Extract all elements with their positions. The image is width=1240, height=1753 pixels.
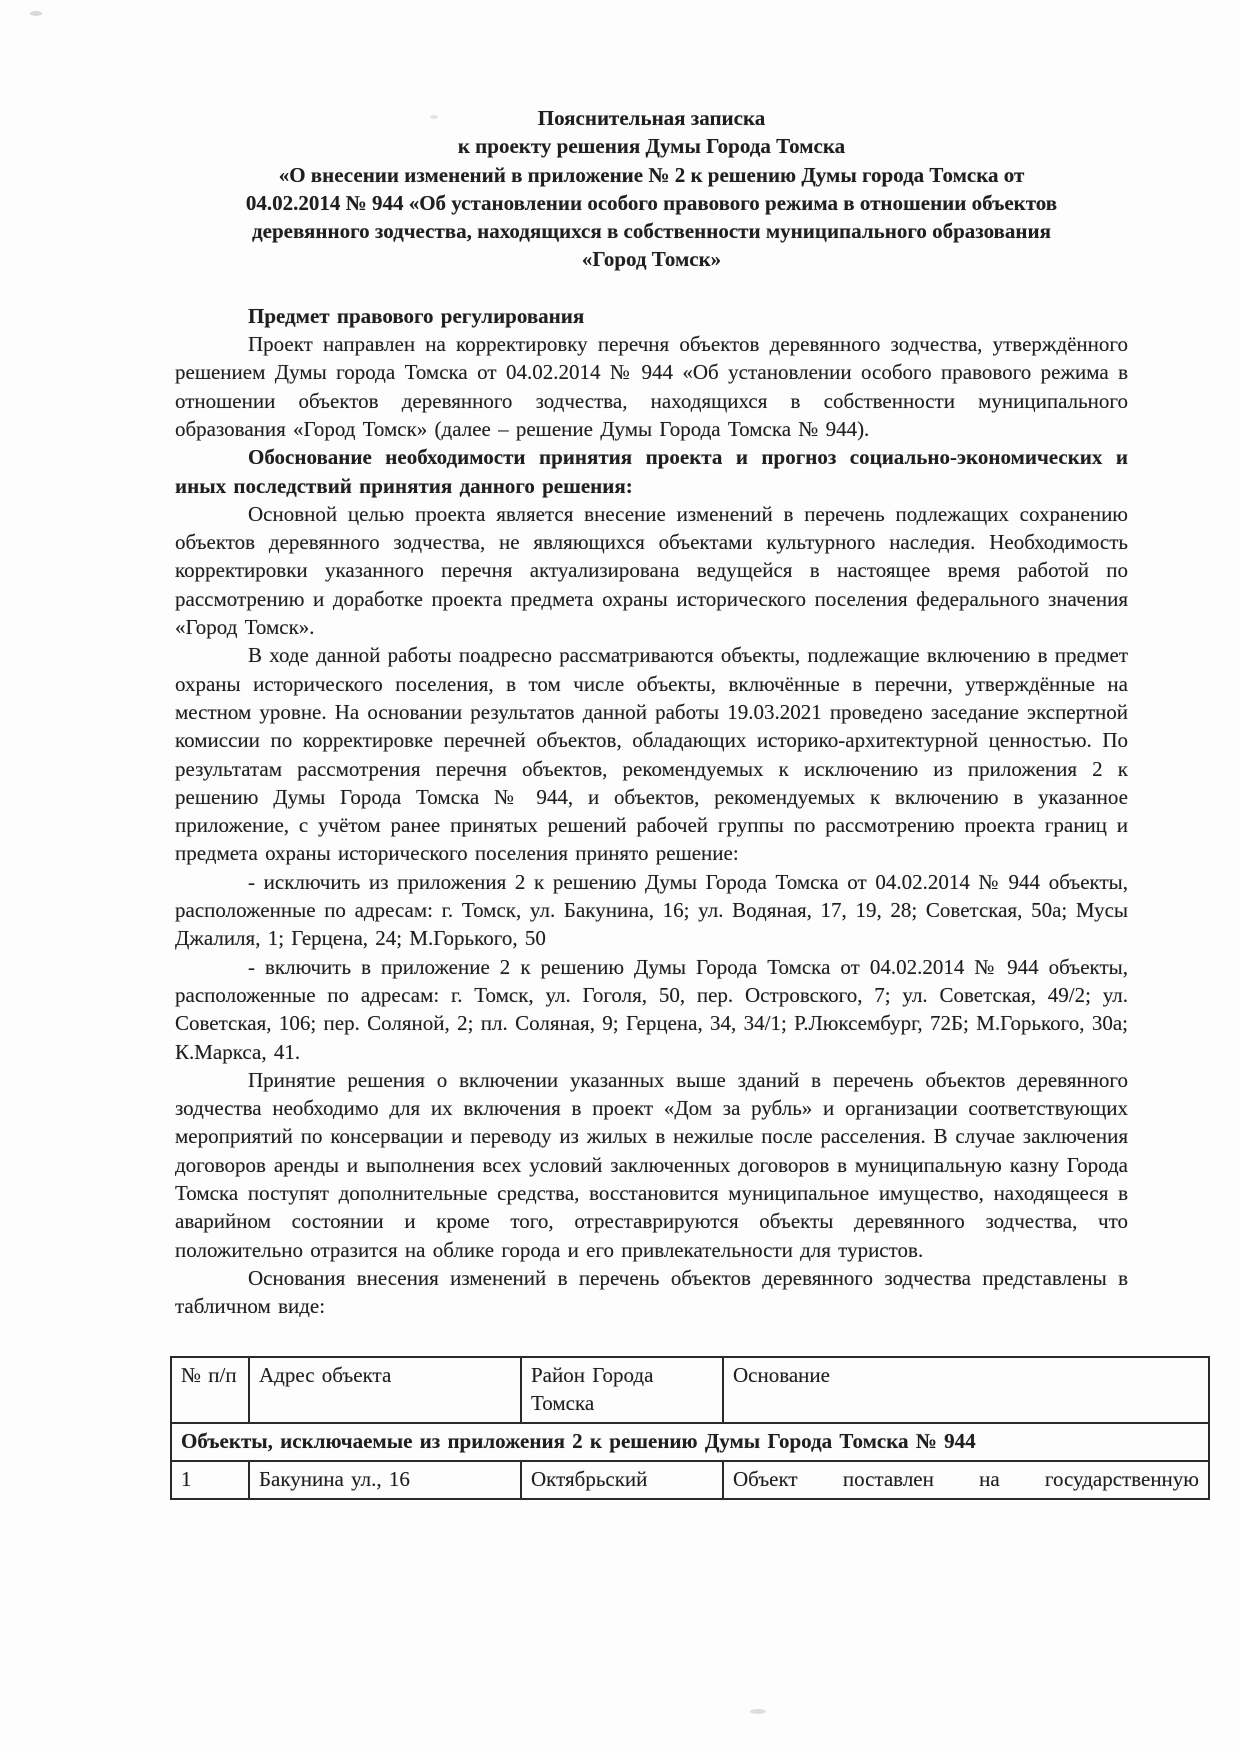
cell-number: 1 xyxy=(171,1461,249,1499)
list-item-exclude: - исключить из приложения 2 к решению Думы Города Томска от 04.02.2014 № 944 объекты, расположенные по адресам: г. Томск, ул. Бакунина, 16; ул. Водяная, 17, 19, 28; Советская, 50а; Мусы Джалиля, 1; Герцена, 24; М.Горького, 50 xyxy=(175,869,1128,951)
title-line: «О внесении изменений в приложение № 2 к решению Думы города Томска от xyxy=(278,162,1025,187)
section-heading-justification: Обоснование необходимости принятия проекта и прогноз социально-экономических и иных последствий принятия данного решения: xyxy=(175,445,1128,498)
scan-artifact xyxy=(750,1709,766,1714)
table-row xyxy=(171,1461,1209,1499)
title-line: 04.02.2014 № 944 «Об установлении особого правового режима в отношении объектов xyxy=(245,190,1058,215)
scan-artifact xyxy=(30,11,42,16)
table-section-row xyxy=(171,1423,1209,1461)
title-line: к проекту решения Думы Города Томска xyxy=(457,134,846,159)
table-header-basis: Основание xyxy=(723,1357,1209,1423)
title-line: Пояснительная записка xyxy=(537,106,766,130)
paragraph: В ходе данной работы поадресно рассматриваются объекты, подлежащие включению в предмет охраны исторического поселения, в том числе объекты, включённые в перечни, утверждённые на местном уровне. На основании результатов данной работы 19.03.2021 проведено заседание экспертной комиссии по корректировке перечней объектов, обладающих историко-архитектурной ценностью. По результатам рассмотрения перечня объектов, рекомендуемых к исключению из приложения 2 к решению Думы Города Томска № 944, и объектов, рекомендуемых к включению в указанное приложение, с учётом ранее принятых решений рабочей группы по рассмотрению проекта границ и предмета охраны исторического поселения принято решение: xyxy=(175,643,1129,866)
table-header-number: № п/п xyxy=(171,1357,249,1423)
title-line: «Город Томск» xyxy=(581,247,722,272)
cell-basis: Объект поставлен на государственную xyxy=(723,1461,1209,1499)
title-line: деревянного зодчества, находящихся в собственности муниципального образования xyxy=(252,219,1051,244)
cell-address: Бакунина ул., 16 xyxy=(249,1461,521,1499)
paragraph: Принятие решения о включении указанных выше зданий в перечень объектов деревянного зодчества необходимо для их включения в проект «Дом за рубль» и организации соответствующих мероприятий по консервации и переводу из жилых в нежилые после расселения. В случае заключения договоров аренды и выполнения всех условий заключенных договоров в муниципальную казну Города Томска поступят дополнительные средства, восстановится муниципальное имущество, находящееся в аварийном состоянии и кроме того, отреставрируются объекты деревянного зодчества, что положительно отразится на облике города и его привлекательности для туристов. xyxy=(175,1067,1128,1262)
grounds-table xyxy=(170,1356,1210,1500)
document-title xyxy=(175,104,1128,274)
table-header-district: Район Города Томска xyxy=(521,1357,723,1423)
table-header-address: Адрес объекта xyxy=(249,1357,521,1423)
paragraph: Основания внесения изменений в перечень объектов деревянного зодчества представлены в табличном виде: xyxy=(175,1265,1128,1319)
document-content xyxy=(175,104,1199,1500)
list-item-include: - включить в приложение 2 к решению Думы Города Томска от 04.02.2014 № 944 объекты, расположенные по адресам: г. Томск, ул. Гоголя, 50, пер. Островского, 7; ул. Советская, 49/2; ул. Советская, 106; пер. Соляной, 2; пл. Соляная, 9; Герцена, 34, 34/1; Р.Люксембург, 72Б; М.Горького, 30а; К.Маркса, 41. xyxy=(175,954,1128,1064)
paragraph: Основной целью проекта является внесение изменений в перечень подлежащих сохранению объектов деревянного зодчества, не являющихся объектами культурного наследия. Необходимость корректировки указанного перечня актуализирована ведущейся в настоящее время работой по рассмотрению и доработке проекта предмета охраны исторического поселения федерального значения «Город Томск». xyxy=(175,501,1128,640)
table-section-title: Объекты, исключаемые из приложения 2 к решению Думы Города Томска № 944 xyxy=(171,1423,1209,1461)
paragraph: Проект направлен на корректировку перечня объектов деревянного зодчества, утверждённого решением Думы города Томска от 04.02.2014 № 944 «Об установлении особого правового режима в отношении объектов деревянного зодчества, находящихся в собственности муниципального образования «Город Томск» (далее – решение Думы Города Томска № 944). xyxy=(175,332,1128,441)
table-header-row xyxy=(171,1357,1209,1423)
cell-district: Октябрьский xyxy=(521,1461,723,1499)
section-heading-subject: Предмет правового регулирования xyxy=(248,303,585,328)
document-body xyxy=(175,302,1199,1501)
